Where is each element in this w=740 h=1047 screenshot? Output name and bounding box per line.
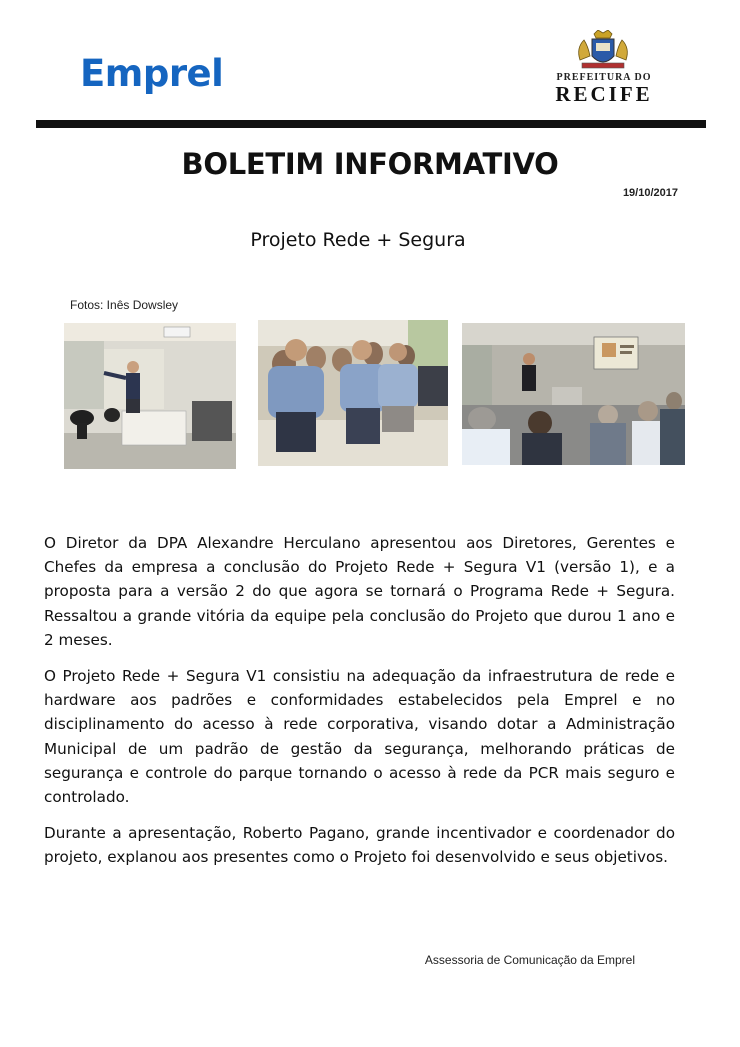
page-title: BOLETIM INFORMATIVO	[181, 147, 559, 181]
photo-projection	[462, 323, 685, 465]
photo-audience	[258, 320, 448, 466]
recife-label: RECIFE	[555, 82, 653, 106]
header-divider	[36, 120, 706, 128]
article-paragraph: O Diretor da DPA Alexandre Herculano apresentou aos Diretores, Gerentes e Chefes da empresa a conclusão do Projeto Rede + Segura V1 (versão 1), e a proposta para a versão 2 do que agora se tornará o Programa Rede + Segura. Ressaltou a grande vitória da equipe pela conclusão do Projeto que durou 1 ano e 2 meses.	[44, 534, 675, 649]
article-body	[44, 531, 675, 882]
prefeitura-label: PREFEITURA DO	[556, 72, 652, 83]
footer-signature: Assessoria de Comunicação da Emprel	[424, 953, 635, 967]
photo-credit: Fotos: Inês Dowsley	[70, 298, 179, 312]
bulletin-date: 19/10/2017	[622, 187, 678, 199]
emprel-logo: Emprel	[80, 52, 224, 95]
recife-coat-of-arms-icon	[572, 30, 634, 70]
article-paragraph: Durante a apresentação, Roberto Pagano, grande incentivador e coordenador do projeto, explanou aos presentes como o Projeto foi desenvolvido e seus objetivos.	[44, 824, 675, 867]
article-subtitle: Projeto Rede + Segura	[250, 229, 466, 251]
photo-presenter	[64, 323, 236, 469]
article-paragraph: O Projeto Rede + Segura V1 consistiu na adequação da infraestrutura de rede e hardware aos padrões e conformidades estabelecidos pela Emprel e no disciplinamento do acesso à rede corporativa, visando dotar a Administração Municipal de um padrão de gestão da segurança, melhorando práticas de segurança e controle do parque tornando o acesso à rede da PCR mais seguro e controlado.	[44, 667, 675, 807]
